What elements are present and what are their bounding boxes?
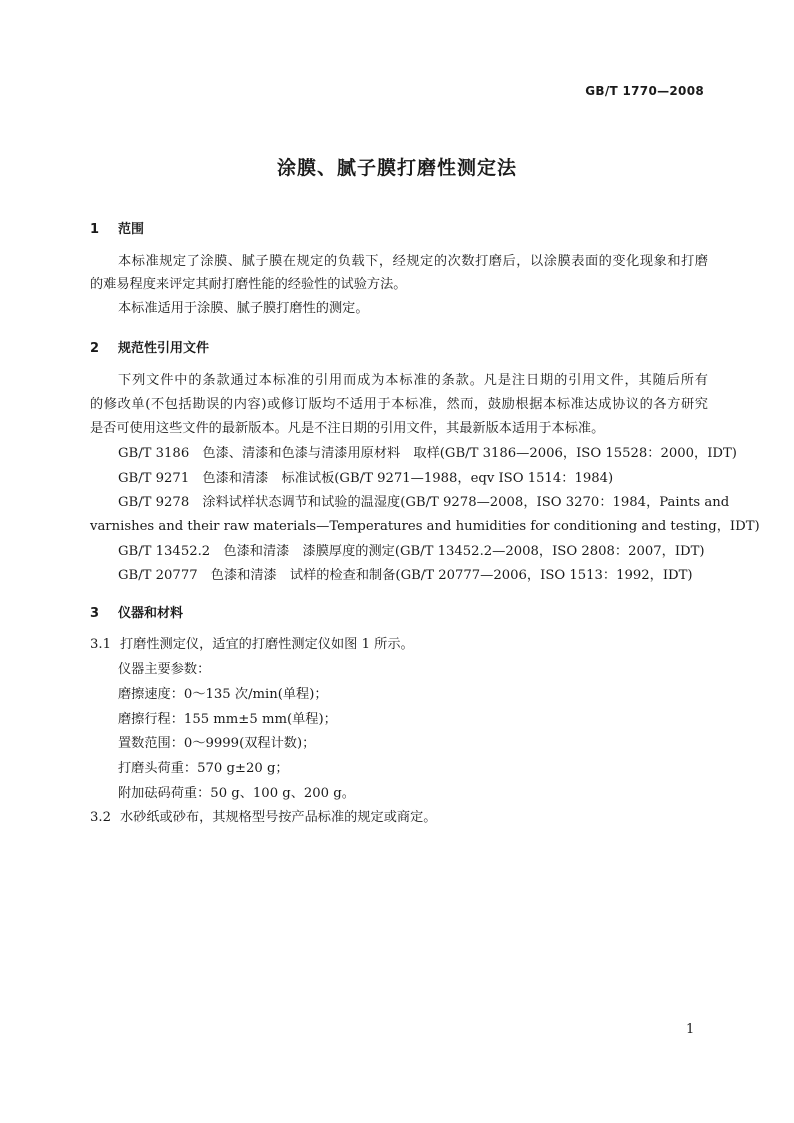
section-2-number: 2	[90, 341, 100, 356]
standard-number: GB/T 1770—2008	[585, 84, 704, 98]
clause-3-2	[90, 806, 437, 830]
section-3-number: 3	[90, 606, 100, 621]
param-count-range: 置数范围：0～9999(双程计数)；	[118, 736, 316, 751]
clause-3-1	[90, 633, 414, 657]
section-1-para2: 本标准适用于涂膜、腻子膜打磨性的测定。	[118, 301, 369, 316]
section-1-number: 1	[90, 222, 100, 237]
clause-3-1-number: 3.1	[90, 637, 111, 652]
section-1-title: 范围	[118, 222, 145, 237]
param-heading: 仪器主要参数：	[118, 662, 211, 677]
reference-gbt-9278-line2: varnishes and their raw materials—Temperatures and humidities for conditioning and testing，IDT)	[90, 519, 760, 534]
reference-gbt-9271: GB/T 9271 色漆和清漆 标准试板(GB/T 9271—1988，eqv ISO 1514：1984)	[118, 471, 614, 486]
clause-3-2-number: 3.2	[90, 810, 111, 825]
param-stroke: 磨擦行程：155 mm±5 mm(单程)；	[118, 712, 337, 727]
param-head-load: 打磨头荷重：570 g±20 g；	[118, 761, 289, 776]
reference-gbt-20777: GB/T 20777 色漆和清漆 试样的检查和制备(GB/T 20777—2006，ISO 1513：1992，IDT)	[118, 568, 693, 583]
document-title: 涂膜、腻子膜打磨性测定法	[276, 157, 517, 179]
section-2-intro-line1: 下列文件中的条款通过本标准的引用而成为本标准的条款。凡是注日期的引用文件，其随后所有	[118, 373, 708, 388]
section-2-intro-line2: 的修改单(不包括勘误的内容)或修订版均不适用于本标准，然而，鼓励根据本标准达成协议的各方研究	[90, 397, 708, 412]
section-3-heading	[90, 602, 183, 621]
section-2-heading	[90, 337, 209, 356]
param-speed: 磨擦速度：0～135 次/min(单程)；	[118, 687, 328, 702]
page-number: 1	[686, 1022, 695, 1037]
clause-3-1-text: 打磨性测定仪，适宜的打磨性测定仪如图 1 所示。	[120, 637, 414, 652]
reference-gbt-3186: GB/T 3186 色漆、清漆和色漆与清漆用原材料 取样(GB/T 3186—2006，ISO 15528：2000，IDT)	[118, 446, 737, 461]
section-1-heading	[90, 218, 144, 237]
section-2-intro-line3: 是否可使用这些文件的最新版本。凡是不注日期的引用文件，其最新版本适用于本标准。	[90, 421, 605, 436]
reference-gbt-13452-2: GB/T 13452.2 色漆和清漆 漆膜厚度的测定(GB/T 13452.2—2008，ISO 2808：2007，IDT)	[118, 544, 705, 559]
reference-gbt-9278-line1: GB/T 9278 涂料试样状态调节和试验的温湿度(GB/T 9278—2008，ISO 3270：1984，Paints and	[118, 495, 730, 510]
section-1-para1-line2: 的难易程度来评定其耐打磨性能的经验性的试验方法。	[90, 277, 407, 292]
section-2-title: 规范性引用文件	[118, 341, 210, 356]
section-3-title: 仪器和材料	[118, 606, 184, 621]
clause-3-2-text: 水砂纸或砂布，其规格型号按产品标准的规定或商定。	[120, 810, 437, 825]
section-1-para1-line1: 本标准规定了涂膜、腻子膜在规定的负载下，经规定的次数打磨后，以涂膜表面的变化现象和打磨	[118, 254, 708, 269]
param-extra-weights: 附加砝码荷重：50 g、100 g、200 g。	[118, 786, 355, 801]
